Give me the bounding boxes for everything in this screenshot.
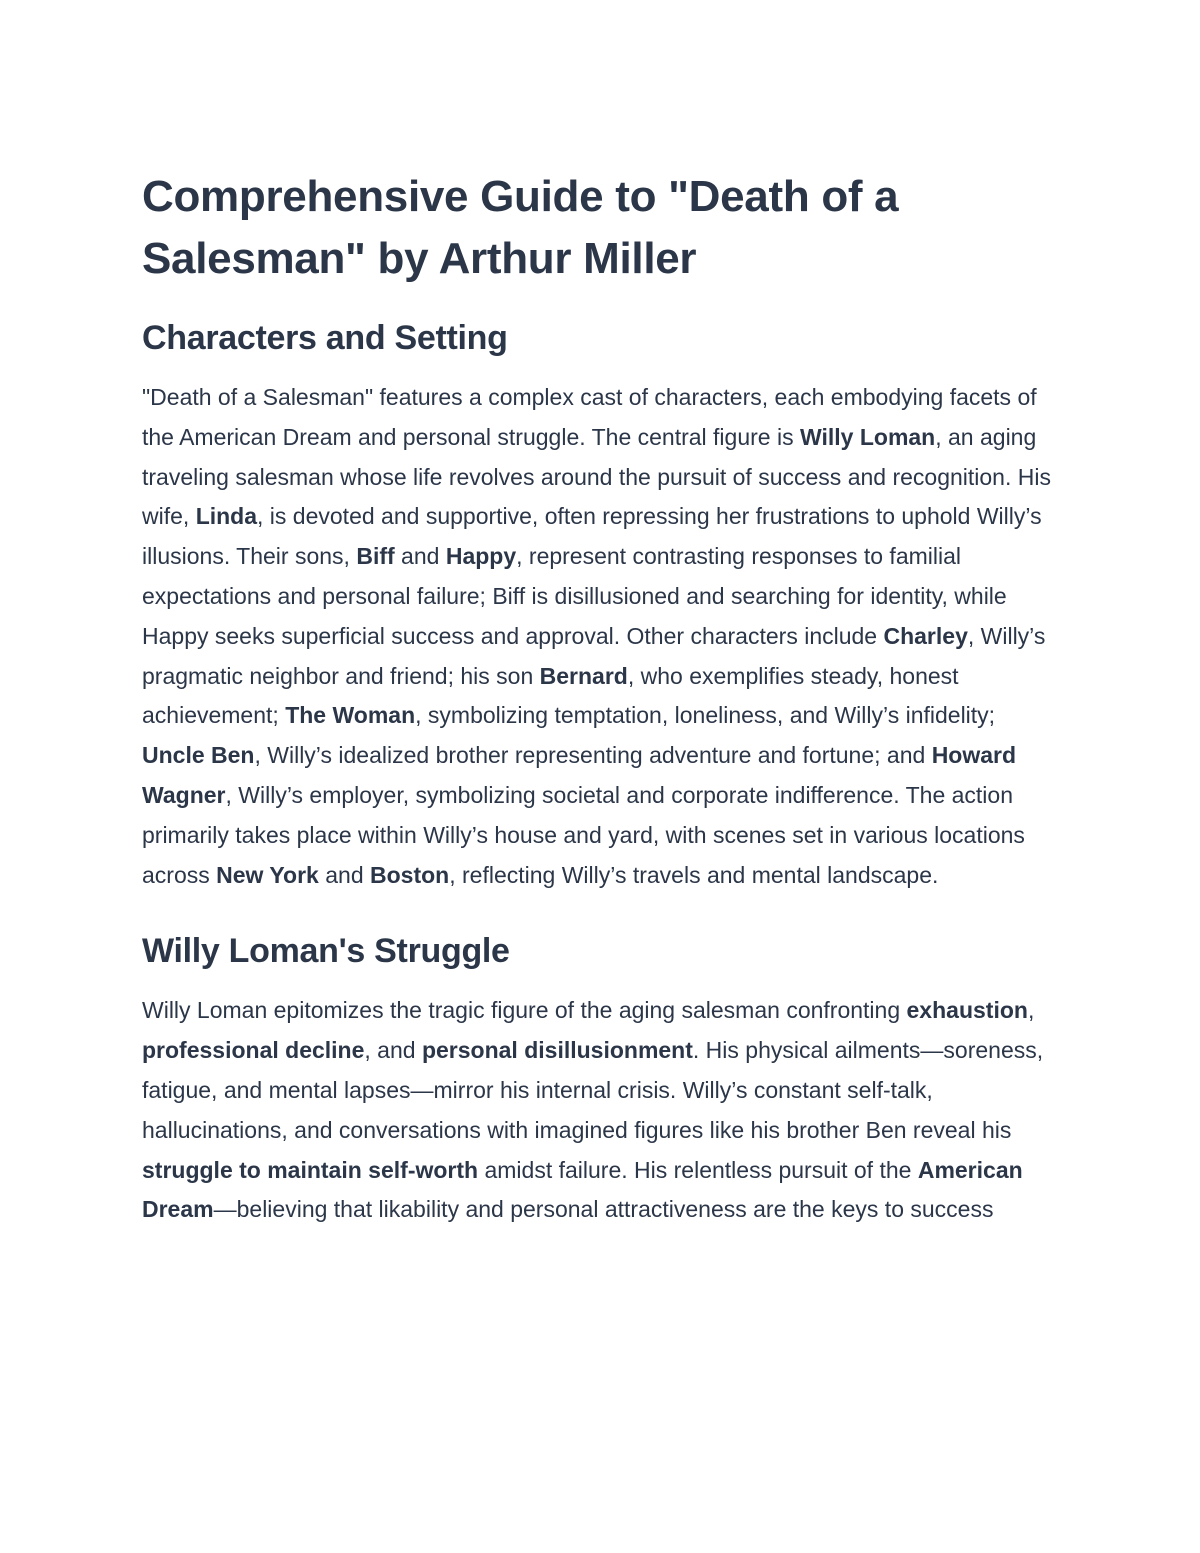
page-title: Comprehensive Guide to "Death of a Salesman" by Arthur Miller xyxy=(142,172,899,283)
section-paragraph-struggle: Willy Loman epitomizes the tragic figure of the aging salesman confronting exhaustion, professional decline, and personal disillusionment. His physical ailments—soreness, fatigue, and mental lapses—mirror his internal crisis. Willy’s constant self-talk, hallucinations, and conversations with imagined figures like his brother Ben reveal his struggle to maintain self-worth amidst failure. His relentless pursuit of the American Dream—believing that likability and personal attractiveness are the keys to success xyxy=(142,997,1044,1223)
section-heading-characters: Characters and Setting xyxy=(142,319,508,357)
document-page xyxy=(142,166,1062,1264)
section-paragraph-characters: "Death of a Salesman" features a complex cast of characters, each embodying facets of the American Dream and personal struggle. The central figure is Willy Loman, an aging traveling salesman whose life revolves around the pursuit of success and recognition. His wife, Linda, is devoted and supportive, often repressing her frustrations to uphold Willy’s illusions. Their sons, Biff and Happy, represent contrasting responses to familial expectations and personal failure; Biff is disillusioned and searching for identity, while Happy seeks superficial success and approval. Other characters include Charley, Willy’s pragmatic neighbor and friend; his son Bernard, who exemplifies steady, honest achievement; The Woman, symbolizing temptation, loneliness, and Willy’s infidelity; Uncle Ben, Willy’s idealized brother representing adventure and fortune; and Howard Wagner, Willy’s employer, symbolizing societal and corporate indifference. The action primarily takes place within Willy’s house and yard, with scenes set in various locations across New York and Boston, reflecting Willy’s travels and mental landscape. xyxy=(142,384,1051,888)
section-heading-struggle: Willy Loman's Struggle xyxy=(142,932,510,971)
